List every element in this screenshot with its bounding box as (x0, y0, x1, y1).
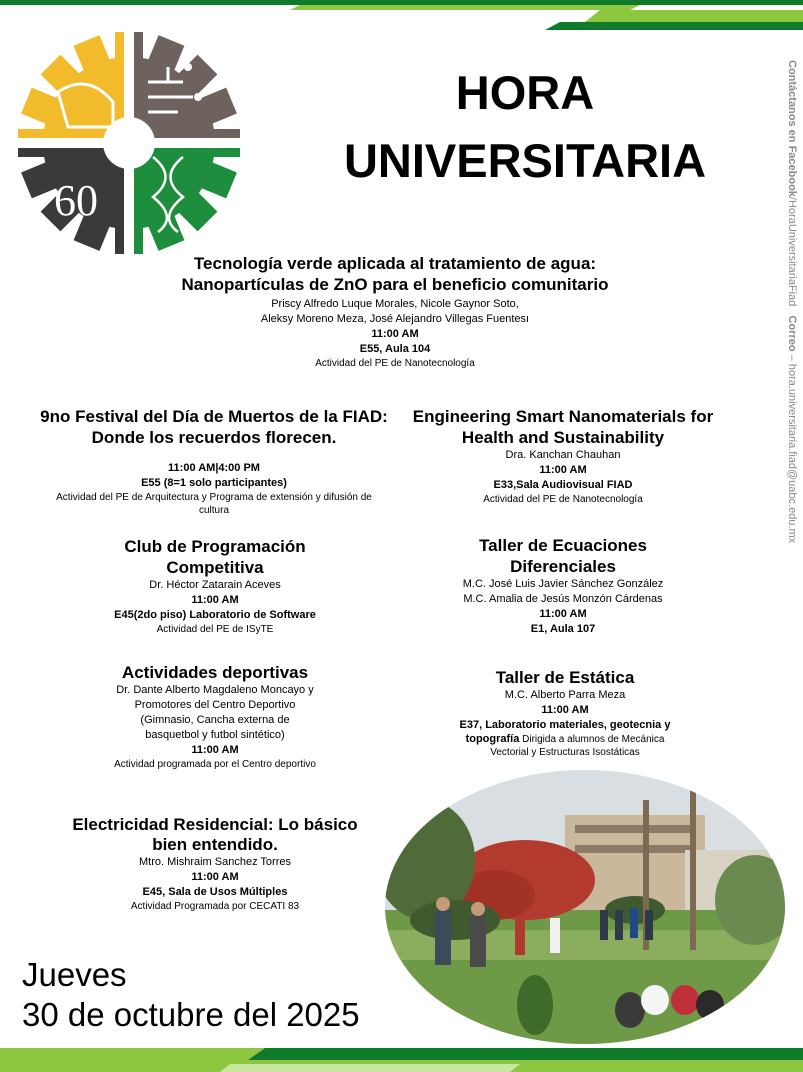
event-title: Taller de Estática (495, 668, 635, 687)
event-note: Actividad del PE de ISyTE (156, 624, 274, 635)
event-electricidad-residencial (50, 815, 380, 913)
event-title: Tecnología verde aplicada al tratamiento de agua: Nanopartículas de ZnO para el beneficio comunitario (181, 254, 609, 294)
event-nanoparticulas (180, 253, 610, 370)
event-note: Actividad del PE de Arquitectura y Programa de extensión y difusión de cultura (56, 492, 372, 516)
event-presenter-1: M.C. José Luis Javier Sánchez González (462, 578, 664, 590)
event-actividades-deportivas (75, 662, 355, 771)
event-date-day: Jueves (22, 956, 127, 993)
event-presenter-4: basquetbol y futbol sintético) (145, 729, 285, 741)
event-date (22, 955, 422, 1035)
event-title: 9no Festival del Día de Muertos de la FIAD: Donde los recuerdos florecen. (40, 407, 388, 447)
event-presenter-1: Dr. Dante Alberto Magdaleno Moncayo y (116, 684, 314, 696)
event-note: Actividad del PE de Nanotecnología (483, 494, 643, 505)
page-title (300, 64, 750, 190)
event-time: 11:00 AM|4:00 PM (168, 462, 260, 474)
event-location: E45, Sala de Usos Múltiples (142, 886, 288, 898)
event-location: E55, Aula 104 (359, 343, 431, 355)
event-location-line2: Dirigida a alumnos de Mecánica (519, 734, 665, 745)
event-presenter: Dra. Kanchan Chauhan (505, 449, 621, 461)
event-location-line3: Vectorial y Estructuras Isostáticas (490, 747, 640, 758)
event-title: Engineering Smart Nanomaterials for Health and Sustainability (412, 407, 714, 447)
event-location: E55 (8=1 solo participantes) (141, 477, 287, 489)
correo-label: Correo (786, 315, 798, 352)
event-location: E45(2do piso) Laboratorio de Software (114, 609, 316, 621)
event-title: Taller de Ecuaciones Diferenciales (479, 536, 647, 576)
event-ecuaciones-diferenciales (418, 535, 708, 637)
event-presenter: Dr. Héctor Zatarain Aceves (149, 579, 281, 591)
logo-60-text: 60 (54, 176, 98, 225)
event-presenter-2: Promotores del Centro Deportivo (134, 699, 296, 711)
event-title: Actividades deportivas (121, 663, 309, 682)
event-presenter-2: M.C. Amalia de Jesús Monzón Cárdenas (463, 593, 663, 605)
event-time: 11:00 AM (539, 464, 587, 476)
event-dia-de-muertos (40, 406, 388, 517)
event-presenter-1: Priscy Alfredo Luque Morales, Nicole Gaynor Soto, (271, 298, 519, 310)
event-presenter: M.C. Alberto Parra Meza (504, 689, 626, 701)
page-title-line2: UNIVERSITARIA (343, 134, 707, 187)
event-club-programacion (90, 536, 340, 636)
event-smart-nanomaterials (398, 406, 728, 506)
fiad-60-logo (18, 32, 240, 254)
event-note: Actividad programada por el Centro deportivo (114, 759, 316, 770)
event-location: E1, Aula 107 (530, 623, 596, 635)
sidebar-contact-text (785, 60, 799, 543)
sidebar-contact (785, 60, 803, 640)
event-time: 11:00 AM (191, 871, 239, 883)
correo-value: – hora.universitaria.fiad@uabc.edu.mx (786, 354, 798, 544)
event-title-line1: Electricidad Residencial: Lo básico (72, 815, 358, 834)
campus-photo (385, 770, 785, 1045)
event-time: 11:00 AM (191, 744, 239, 756)
event-time: 11:00 AM (371, 328, 419, 340)
facebook-label: Contáctanos en Facebook (786, 60, 798, 197)
event-taller-estatica (420, 667, 710, 759)
facebook-handle: /HoraUniversitariaFiad (786, 196, 798, 307)
event-presenter: Mtro. Mishraim Sanchez Torres (138, 856, 291, 868)
event-date-full: 30 de octubre del 2025 (22, 996, 360, 1033)
top-decorative-bars (0, 0, 803, 32)
event-presenter-2: Aleksy Moreno Meza, José Alejandro Villegas Fuentesı (260, 313, 530, 325)
event-location: E33,Sala Audiovisual FIAD (493, 479, 633, 491)
event-time: 11:00 AM (541, 704, 589, 716)
event-time: 11:00 AM (191, 594, 239, 606)
event-title: Club de Programación Competitiva (124, 537, 306, 577)
page-title-line1: HORA (455, 66, 595, 119)
event-title-line2: bien entendido. (152, 835, 278, 854)
event-note: Actividad del PE de Nanotecnología (315, 358, 475, 369)
event-location-line1: E37, Laboratorio materiales, geotecnia y (459, 719, 671, 731)
event-note: Actividad Programada por CECATI 83 (130, 901, 300, 912)
event-time: 11:00 AM (539, 608, 587, 620)
event-location-topografia: topografía (465, 733, 520, 745)
event-presenter-3: (Gimnasio, Cancha externa de (140, 714, 290, 726)
